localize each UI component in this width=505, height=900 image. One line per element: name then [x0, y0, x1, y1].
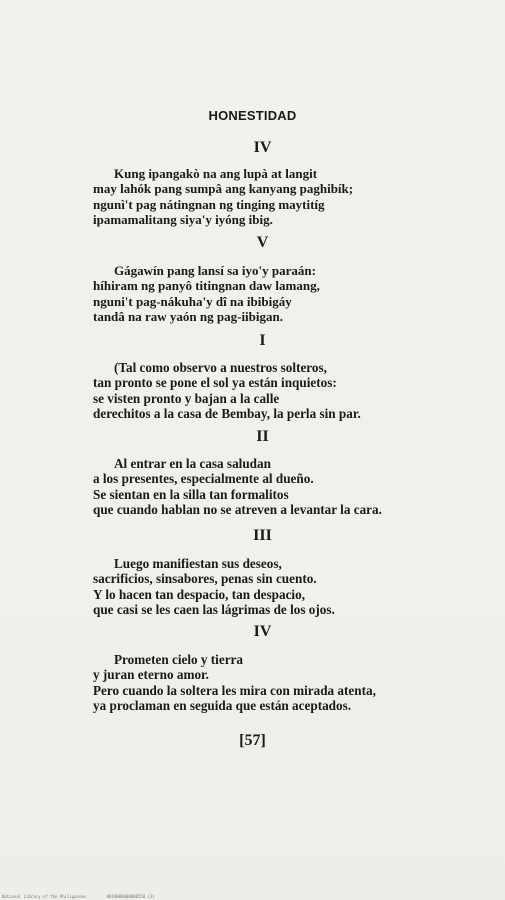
verse-line: que casi se les caen las lágrimas de los ojos. — [93, 602, 335, 618]
verse-line: tan pronto se pone el sol ya están inquietos: — [93, 375, 337, 391]
stanza-numeral: IV — [253, 623, 272, 640]
verse-line: Se sientan en la silla tan formalitos — [93, 486, 289, 502]
stanza — [93, 556, 493, 618]
verse-line: tandâ na raw yaón ng pag-iibigan. — [93, 309, 283, 325]
verse-line: Pero cuando la soltera les mira con mirada atenta, — [93, 682, 376, 698]
verse-line: (Tal como observo a nuestros solteros, — [114, 360, 327, 375]
verse-line: nguni't pag-nákuha'y dî na ibibigáy — [93, 293, 292, 309]
verse-line: Kung ipangakò na ang lupà at langit — [114, 166, 318, 181]
scan-code: 0010008000000558 (2) — [106, 894, 155, 899]
verse-line: Gágawín pang lansí sa iyo'y paraán: — [114, 263, 316, 278]
verse-line: may lahók pang sumpâ ang kanyang paghibík; — [93, 181, 354, 197]
verse-line: ipamamalitang siya'y iyóng ibig. — [93, 212, 273, 228]
stanza — [93, 263, 493, 325]
verse-line: híhiram ng panyô titingnan daw lamang, — [93, 278, 320, 294]
verse-line: ngunì't pag nátingnan ng tinging maytitíg — [93, 196, 325, 212]
verse-line: se visten pronto y bajan a la calle — [93, 390, 280, 406]
scan-footer — [2, 894, 173, 899]
stanza-numeral: V — [256, 234, 269, 251]
stanza — [93, 360, 493, 422]
verse-line: sacrificios, sinsabores, penas sin cuento. — [93, 571, 317, 587]
verse-line: Y lo hacen tan despacio, tan despacio, — [93, 586, 305, 602]
verse-line: que cuando hablan no se atreven a levantar la cara. — [93, 502, 382, 518]
stanza-numeral: II — [256, 428, 269, 445]
poem-title: HONESTIDAD — [208, 108, 297, 123]
stanza — [93, 456, 493, 518]
stanza-numeral: I — [259, 332, 266, 349]
stanza — [93, 652, 493, 714]
verse-line: Al entrar en la casa saludan — [114, 456, 271, 471]
stanza — [93, 166, 493, 228]
stanza-numeral: IV — [253, 139, 272, 156]
verse-line: Prometen cielo y tierra — [114, 652, 244, 667]
verse-line: derechitos a la casa de Bembay, la perla sin par. — [93, 406, 361, 422]
verse-line: Luego manifiestan sus deseos, — [114, 556, 282, 571]
verse-line: a los presentes, especialmente al dueño. — [93, 471, 314, 487]
verse-line: ya proclaman en seguida que están aceptados. — [93, 698, 352, 714]
verse-line: y juran eterno amor. — [93, 667, 209, 683]
page-number: [57] — [239, 732, 266, 749]
stanza-numeral: III — [253, 527, 272, 544]
library-credit: National Library of the Philippines — [2, 894, 87, 899]
